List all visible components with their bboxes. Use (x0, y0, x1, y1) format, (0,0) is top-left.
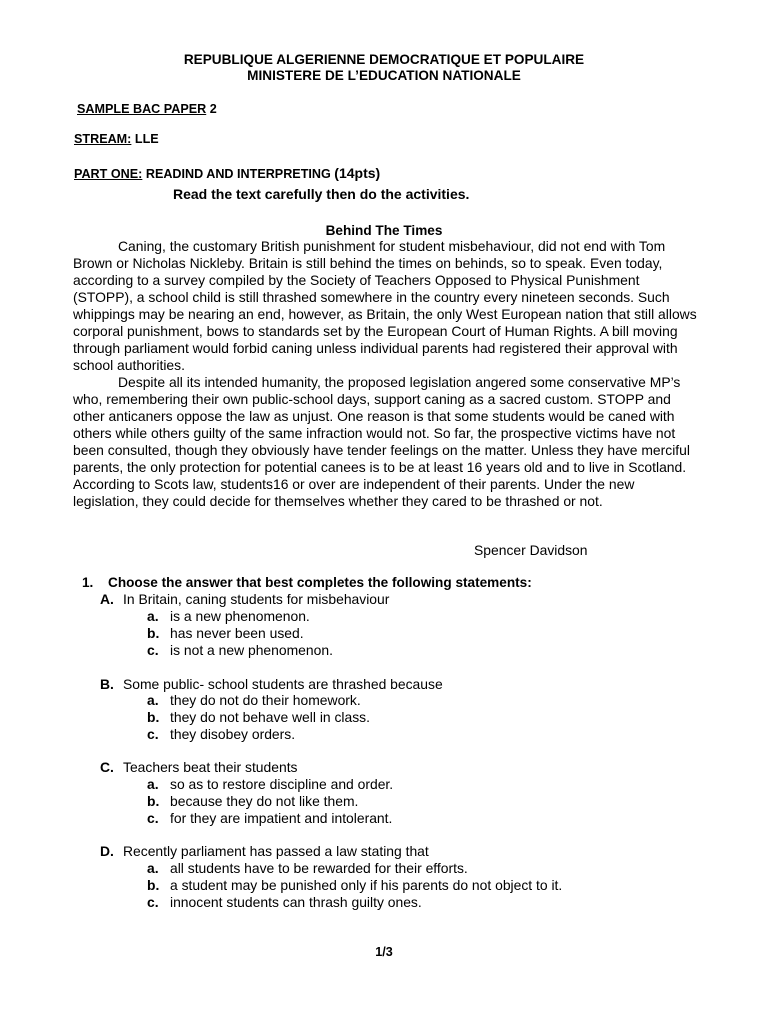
option-letter: b. (147, 793, 160, 809)
sample-paper-label (77, 101, 217, 117)
option-letter: b. (147, 709, 160, 725)
option-text: is a new phenomenon. (170, 608, 310, 624)
option-letter: a. (147, 692, 159, 708)
option-d-c (147, 894, 422, 911)
option-text: they do not do their homework. (170, 692, 361, 708)
item-letter: A. (100, 591, 114, 607)
page-number: 1/3 (375, 945, 393, 959)
sample-paper-title: SAMPLE BAC PAPER (77, 102, 207, 116)
option-letter: a. (147, 860, 159, 876)
option-text: a student may be punished only if his parents do not object to it. (170, 877, 563, 893)
stream-value: LLE (131, 132, 159, 146)
stream-label: STREAM: (74, 132, 132, 146)
part-one-title: READIND AND INTERPRETING (142, 167, 335, 181)
option-letter: a. (147, 776, 159, 792)
item-letter: D. (100, 843, 114, 859)
part-one-points: (14pts) (334, 165, 381, 181)
question-item-a (100, 591, 389, 608)
item-text: Recently parliament has passed a law stating that (123, 843, 429, 859)
question-item-c (100, 759, 298, 776)
option-text: they disobey orders. (170, 726, 296, 742)
stream-line (74, 131, 159, 147)
passage-paragraph-2: Despite all its intended humanity, the proposed legislation angered some conservative MP’s who, remembering their own public-school days, support caning as a sacred custom. STOPP and other anticaners oppose the law as unjust. One reason is that some students would be caned with others while others guilty of the same infraction would not. So far, the prospective victims have not been consulted, though they obviously have tender feelings on the matter. Unless they have merciful parents, the only protection for potential canees is to be at least 16 years old and to live in Scotland. According to Scots law, students16 or over are independent of their parents. Under the new legislation, they could decide for themselves whether they cared to be thrashed or not. (73, 374, 690, 509)
option-text: is not a new phenomenon. (170, 642, 333, 658)
question-item-d (100, 843, 429, 860)
item-letter: B. (100, 676, 114, 692)
item-text: Teachers beat their students (123, 759, 298, 775)
option-text: for they are impatient and intolerant. (170, 810, 393, 826)
option-text: innocent students can thrash guilty ones. (170, 894, 422, 910)
option-b-a (147, 692, 361, 709)
option-c-a (147, 776, 393, 793)
option-d-b (147, 877, 562, 894)
item-letter: C. (100, 759, 114, 775)
option-a-b (147, 625, 304, 642)
option-letter: c. (147, 810, 159, 826)
option-text: because they do not like them. (170, 793, 359, 809)
option-a-a (147, 608, 310, 625)
passage-paragraph-1: Caning, the customary British punishment for student misbehaviour, did not end with Tom Brown or Nicholas Nickleby. Britain is still behind the times on behinds, so to speak. Even today, according to a survey compiled by the Society of Teachers Opposed to Physical Punishment (STOPP), a school child is still thrashed somewhere in the country every nineteen seconds. Such whippings may be nearing an end, however, as Britain, the only West European nation that still allows corporal punishment, bows to standards set by the European Court of Human Rights. A bill moving through parliament would forbid caning unless individual parents had registered their approval with school authorities. (73, 238, 697, 373)
text-title: Behind The Times (325, 223, 443, 238)
header-republic: REPUBLIQUE ALGERIENNE DEMOCRATIQUE ET POPULAIRE (183, 52, 585, 67)
option-b-b (147, 709, 370, 726)
reading-passage (73, 238, 697, 510)
option-letter: b. (147, 877, 160, 893)
question-1-text: Choose the answer that best completes the following statements: (108, 575, 532, 590)
question-1-stem (82, 574, 532, 592)
text-author: Spencer Davidson (474, 542, 588, 558)
option-d-a (147, 860, 468, 877)
option-letter: c. (147, 894, 159, 910)
option-letter: b. (147, 625, 160, 641)
option-letter: a. (147, 608, 159, 624)
option-c-b (147, 793, 358, 810)
option-text: has never been used. (170, 625, 304, 641)
option-letter: c. (147, 642, 159, 658)
option-a-c (147, 642, 333, 659)
option-text: they do not behave well in class. (170, 709, 370, 725)
option-text: so as to restore discipline and order. (170, 776, 394, 792)
option-text: all students have to be rewarded for their efforts. (170, 860, 468, 876)
part-one-label: PART ONE: (74, 167, 143, 181)
sample-paper-number: 2 (206, 102, 217, 116)
reading-instruction: Read the text carefully then do the activities. (173, 186, 470, 202)
header-ministry: MINISTERE DE L’EDUCATION NATIONALE (247, 68, 521, 83)
option-letter: c. (147, 726, 159, 742)
question-1-number: 1. (82, 575, 94, 590)
item-text: Some public- school students are thrashed because (123, 676, 443, 692)
item-text: In Britain, caning students for misbehaviour (123, 591, 390, 607)
part-one-line (74, 165, 380, 182)
option-b-c (147, 726, 295, 743)
option-c-c (147, 810, 392, 827)
question-item-b (100, 676, 443, 693)
